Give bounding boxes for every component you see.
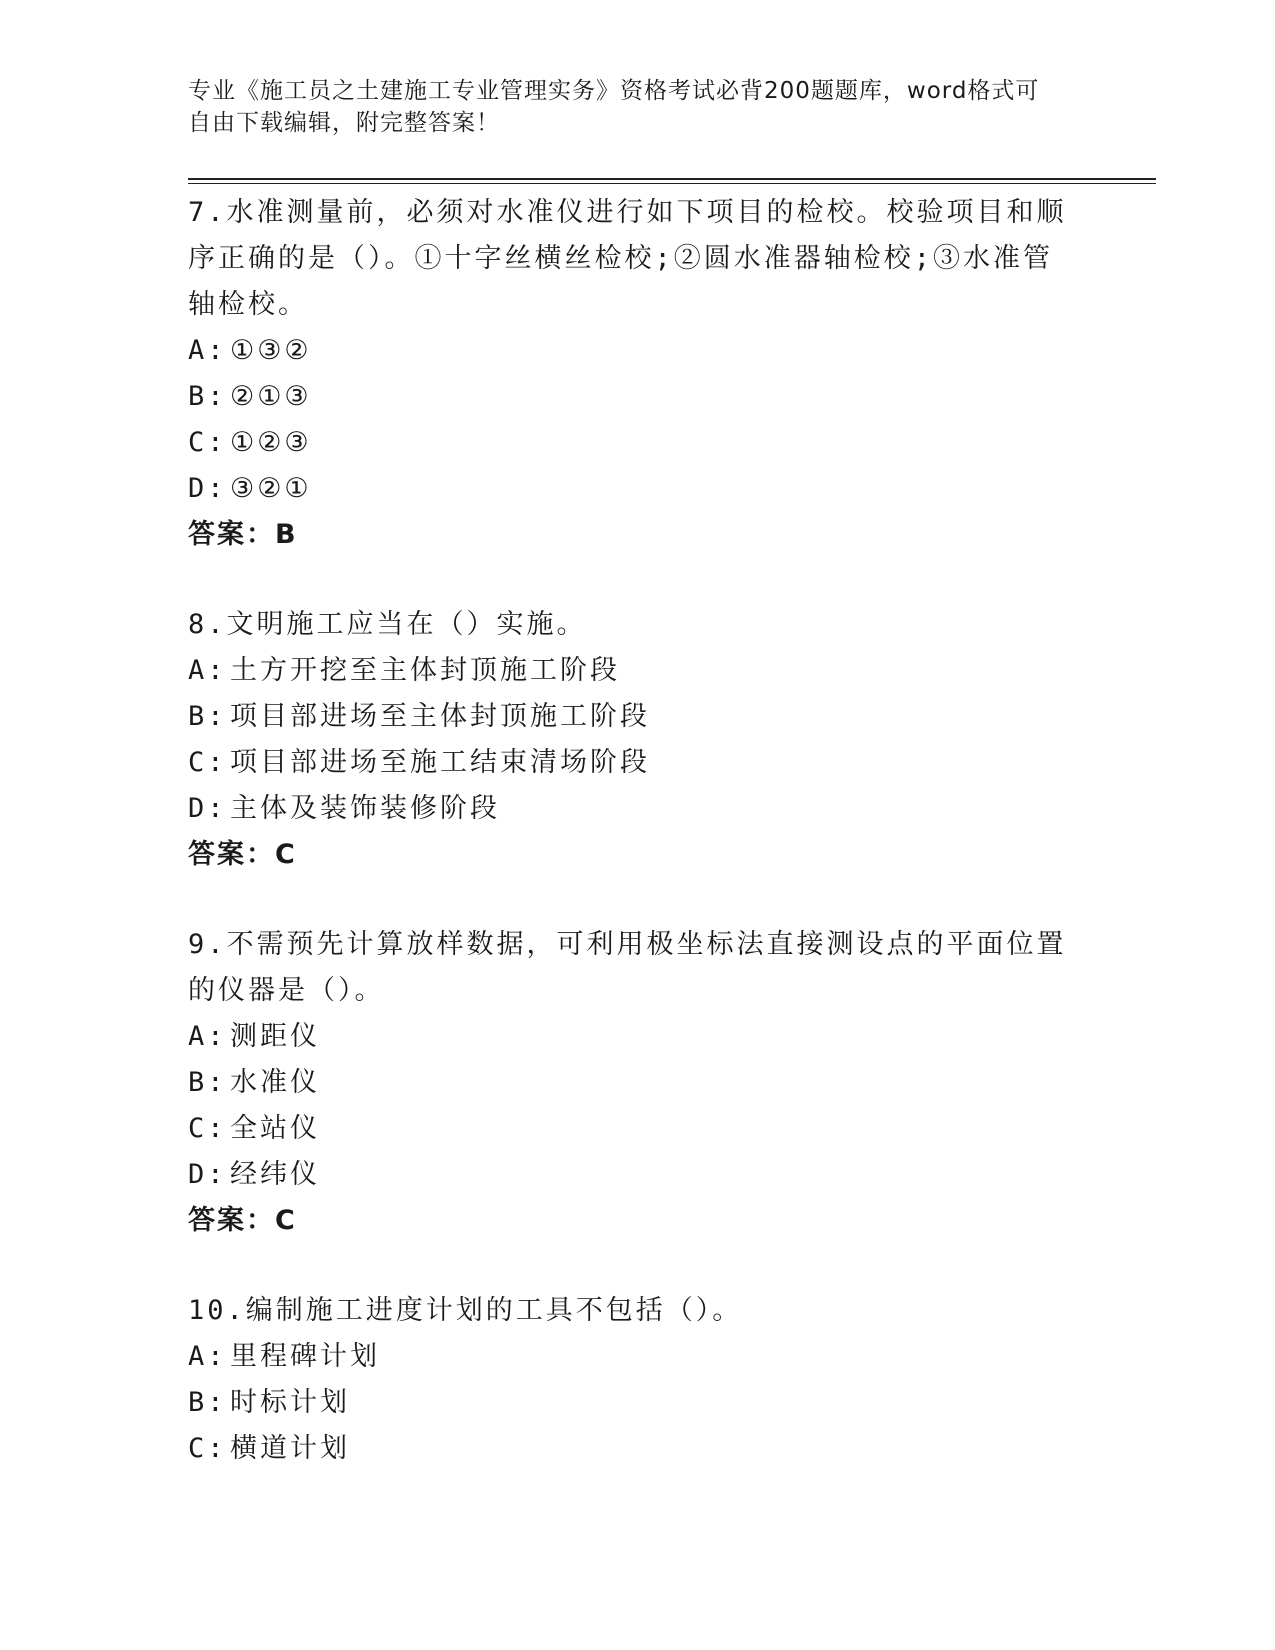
option-text: ③②① bbox=[230, 473, 312, 504]
option-a bbox=[188, 1334, 1088, 1380]
option-text: ②①③ bbox=[230, 381, 312, 412]
option-text: 主体及装饰装修阶段 bbox=[230, 793, 500, 824]
option-key: D: bbox=[188, 793, 227, 824]
option-text: 经纬仪 bbox=[230, 1159, 320, 1190]
option-key: B: bbox=[188, 381, 227, 412]
question-9 bbox=[188, 922, 1088, 1244]
option-key: D: bbox=[188, 473, 227, 504]
answer-line: 答案：C bbox=[188, 839, 297, 870]
option-text: 时标计划 bbox=[230, 1387, 350, 1418]
option-key: A: bbox=[188, 1341, 227, 1372]
option-key: D: bbox=[188, 1159, 227, 1190]
option-b bbox=[188, 1380, 1088, 1426]
option-key: C: bbox=[188, 1433, 227, 1464]
option-text: ①③② bbox=[230, 335, 312, 366]
question-8 bbox=[188, 602, 1088, 878]
header-rule-thin bbox=[188, 183, 1156, 184]
option-key: B: bbox=[188, 1067, 227, 1098]
option-c bbox=[188, 420, 1088, 466]
option-b bbox=[188, 694, 1088, 740]
answer-line: 答案：B bbox=[188, 519, 298, 550]
option-text: 土方开挖至主体封顶施工阶段 bbox=[230, 655, 620, 686]
option-d bbox=[188, 1152, 1088, 1198]
question-stem: 8.文明施工应当在（）实施。 bbox=[188, 609, 587, 640]
option-c bbox=[188, 1426, 1088, 1472]
option-text: 里程碑计划 bbox=[230, 1341, 380, 1372]
header-line-2: 自由下载编辑，附完整答案！ bbox=[188, 110, 500, 136]
option-c bbox=[188, 1106, 1088, 1152]
question-stem: 9.不需预先计算放样数据，可利用极坐标法直接测设点的平面位置的仪器是（）。 bbox=[188, 929, 1067, 1006]
question-list bbox=[188, 190, 1088, 1516]
option-d bbox=[188, 466, 1088, 512]
option-text: ①②③ bbox=[230, 427, 312, 458]
option-text: 项目部进场至施工结束清场阶段 bbox=[230, 747, 650, 778]
option-a bbox=[188, 328, 1088, 374]
question-stem: 10.编制施工进度计划的工具不包括（）。 bbox=[188, 1295, 743, 1326]
option-key: B: bbox=[188, 1387, 227, 1418]
option-text: 全站仪 bbox=[230, 1113, 320, 1144]
option-key: C: bbox=[188, 747, 227, 778]
option-key: C: bbox=[188, 427, 227, 458]
option-d bbox=[188, 786, 1088, 832]
option-a bbox=[188, 648, 1088, 694]
option-key: A: bbox=[188, 1021, 227, 1052]
option-text: 横道计划 bbox=[230, 1433, 350, 1464]
header-rule-thick bbox=[188, 178, 1156, 180]
answer-line: 答案：C bbox=[188, 1205, 297, 1236]
option-b bbox=[188, 1060, 1088, 1106]
option-text: 水准仪 bbox=[230, 1067, 320, 1098]
option-key: C: bbox=[188, 1113, 227, 1144]
option-key: A: bbox=[188, 335, 227, 366]
document-header bbox=[188, 75, 1068, 139]
option-b bbox=[188, 374, 1088, 420]
option-a bbox=[188, 1014, 1088, 1060]
option-c bbox=[188, 740, 1088, 786]
question-stem: 7.水准测量前，必须对水准仪进行如下项目的检校。校验项目和顺序正确的是（）。①十字丝横丝检校;②圆水准器轴检校;③水准管轴检校。 bbox=[188, 197, 1067, 320]
question-10 bbox=[188, 1288, 1088, 1472]
option-key: A: bbox=[188, 655, 227, 686]
header-line-1: 专业《施工员之土建施工专业管理实务》资格考试必背200题题库，word格式可 bbox=[188, 78, 1040, 104]
option-key: B: bbox=[188, 701, 227, 732]
option-text: 项目部进场至主体封顶施工阶段 bbox=[230, 701, 650, 732]
question-7 bbox=[188, 190, 1088, 558]
option-text: 测距仪 bbox=[230, 1021, 320, 1052]
